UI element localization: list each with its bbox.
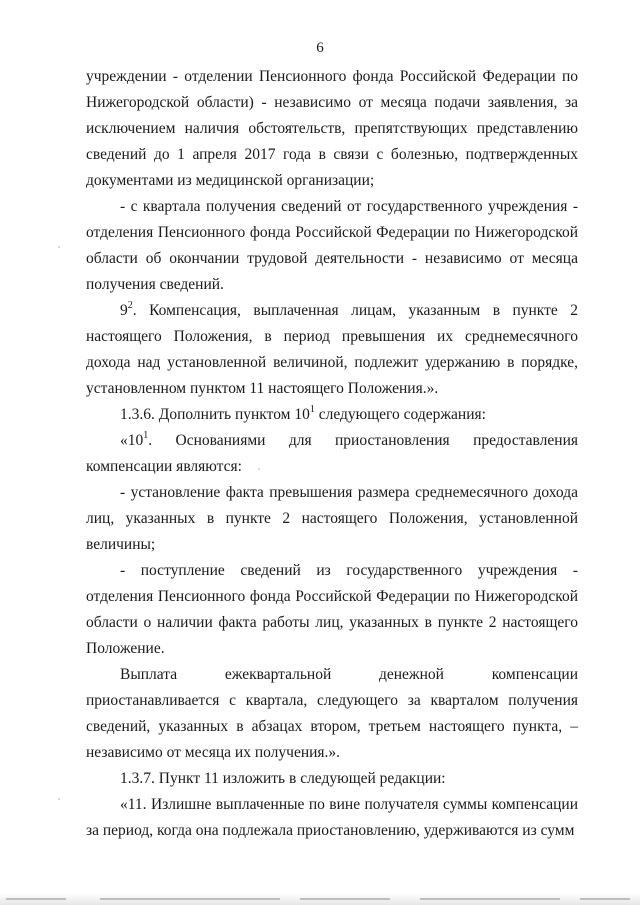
document-body: [86, 64, 578, 844]
scan-edge: [0, 893, 640, 905]
paragraph-point-10-1: [86, 428, 578, 480]
scan-speck: [58, 798, 60, 800]
scan-speck: [58, 246, 60, 248]
scan-speck: [258, 468, 260, 470]
point-number: «10: [120, 432, 144, 449]
paragraph-work-fact: - поступление сведений из государственного учреждения - отделения Пенсионного фонда Российской Федерации по Нижегородской области о наличии факта работы лиц, указанных в пункте 2 настоящего Положение.: [86, 562, 578, 657]
paragraph-point-9-2: [86, 298, 578, 402]
point-superscript: 1: [143, 430, 149, 441]
amendment-text-tail: следующего содержания:: [314, 406, 486, 423]
amendment-superscript: 1: [309, 404, 315, 415]
paragraph-suspension: Выплата ежеквартальной денежной компенсации приостанавливается с квартала, следующего за кварталом получения сведений, указанных в абзацах втором, третьем настоящего пункта, – независимо от месяца их получения.».: [86, 666, 578, 761]
amendment-text: 1.3.6. Дополнить пунктом 10: [120, 406, 310, 423]
paragraph-quarter-end: - с квартала получения сведений от государственного учреждения - отделения Пенсионного фонда Российской Федерации по Нижегородской области об окончании трудовой деятельности - независимо от месяца получения сведений.: [86, 198, 578, 293]
paragraph-income-excess: - установление факта превышения размера среднемесячного дохода лиц, указанных в пункте 2 настоящего Положения, установленной величины;: [86, 484, 578, 553]
point-superscript: 2: [127, 300, 133, 311]
page-number: 6: [316, 40, 324, 56]
point-text: . Основаниями для приостановления предоставления компенсации являются:: [86, 432, 578, 475]
paragraph-continuation: учреждении - отделении Пенсионного фонда Российской Федерации по Нижегородской области) - независимо от месяца подачи заявления, за исключением наличия обстоятельств, препятствующих представлению сведений до 1 апреля 2017 года в связи с болезнью, подтвержденных документами из медицинской организации;: [86, 68, 578, 189]
paragraph-point-11: «11. Излишне выплаченные по вине получателя суммы компенсации за период, когда она подлежала приостановлению, удерживаются из сумм: [86, 796, 578, 839]
point-number: 9: [120, 302, 128, 319]
paragraph-1-3-7: 1.3.7. Пункт 11 изложить в следующей редакции:: [120, 770, 446, 787]
point-text: . Компенсация, выплаченная лицам, указанным в пункте 2 настоящего Положения, в период превышения их среднемесячного дохода над установленной величиной, подлежит удержанию в порядке, установленном пунктом 11 настоящего Положения.».: [86, 302, 578, 397]
paragraph-1-3-6: [86, 402, 578, 428]
